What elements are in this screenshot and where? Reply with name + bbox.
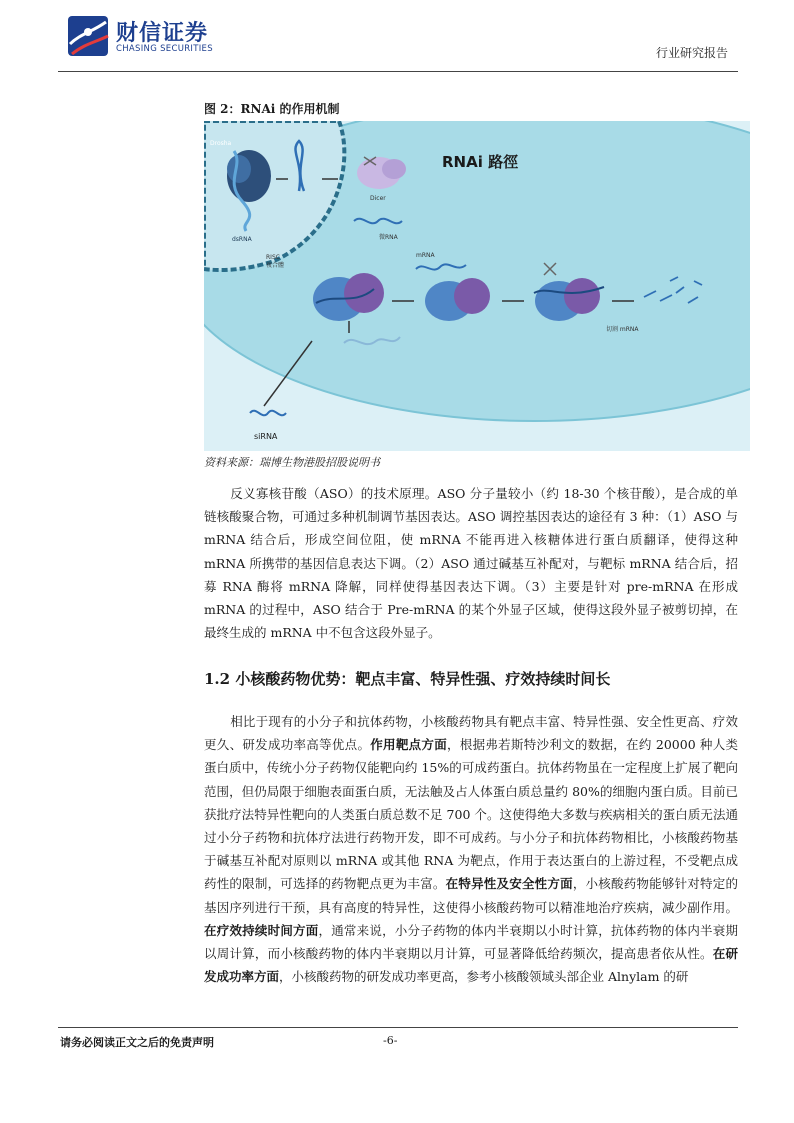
- footer-disclaimer: 请务必阅读正文之后的免责声明: [60, 1036, 214, 1049]
- header-divider: [58, 71, 738, 72]
- logo-chinese-name: 财信证券: [116, 21, 209, 46]
- label-drosha: Drosha: [210, 140, 232, 147]
- company-logo-icon: [66, 14, 110, 58]
- text-segment: 反义寡核苷酸（ASO）的技术原理。ASO 分子量较小（约 18-30 个核苷酸），是合成的单链核酸聚合物，可通过多种机制调节基因表达。ASO 调控基因表达的途径有 3 种：（1）ASO 与 mRNA 结合后，形成空间位阻，使 mRNA 不能再进入核糖体进行蛋白质翻译，使得这种 mRNA 所携带的基因信息表达下调。（2）ASO 通过碱基互补配对，与靶标 mRNA 结合后，招募 RNA 酶将 mRNA 降解，同样使得基因表达下调。（3）主要是针对 pre-mRNA 在形成 mRNA 的过程中，ASO 结合于 Pre-mRNA 的某个外显子区域，使得这段外显子被剪切掉，在最终生成的 mRNA 中不包含这段外显子。: [204, 486, 738, 641]
- label-risc-line1: RISC: [266, 254, 280, 261]
- label-risc-line2: 複合體: [266, 262, 285, 269]
- bold-phrase: 作用靶点方面: [370, 737, 447, 753]
- diagram-title: RNAi 路徑: [442, 153, 519, 171]
- text-segment: ，小核酸药物的研发成功率更高，参考小核酸领域头部企业 Alnylam 的研: [279, 969, 689, 985]
- bold-phrase: 在特异性及安全性方面: [445, 876, 573, 892]
- bold-phrase: 在研发成功率方面: [204, 946, 738, 985]
- label-dsrna: dsRNA: [232, 236, 252, 243]
- report-type-label: 行业研究报告: [655, 46, 728, 60]
- figure-source: 资料来源：瑞博生物港股招股说明书: [204, 456, 380, 469]
- text-segment: ，通常来说，小分子药物的体内半衰期以小时计算，抗体药物的体内半衰期以周计算，而小核酸药物的体内半衰期以月计算，可显著降低给药频次，提高患者依从性。: [204, 922, 738, 962]
- label-cut-mrna: 切割 mRNA: [606, 326, 639, 333]
- paragraph-aso-principle: [204, 482, 738, 644]
- page-number: -6-: [383, 1034, 398, 1047]
- logo-english-name: CHASING SECURITIES: [116, 44, 213, 54]
- text-segment: 相比于现有的小分子和抗体药物，小核酸药物具有靶点丰富、特异性强、安全性更高、疗效更久、研发成功率高等优点。: [204, 714, 738, 753]
- bold-phrase: 在疗效持续时间方面: [204, 922, 319, 938]
- footer-divider: [58, 1027, 738, 1028]
- text-segment: ，小核酸药物能够针对特定的基因序列进行干预，具有高度的特异性，这使得小核酸药物可以精准地治疗疾病，减少副作用。: [204, 876, 738, 915]
- label-dicer: Dicer: [370, 195, 386, 202]
- page-header: [0, 0, 794, 72]
- label-sirna: siRNA: [254, 432, 278, 441]
- section-title: 1.2 小核酸药物优势：靶点丰富、特异性强、疗效持续时间长: [204, 670, 611, 688]
- label-mirna: 微RNA: [379, 234, 398, 241]
- label-mrna: mRNA: [416, 252, 435, 259]
- rnai-mechanism-diagram: [204, 121, 750, 451]
- figure-title: 图 2：RNAi 的作用机制: [204, 102, 340, 116]
- paragraph-advantages: [204, 710, 738, 988]
- text-segment: ，根据弗若斯特沙利文的数据，在约 20000 种人类蛋白质中，传统小分子药物仅能靶向约 15%的可成药蛋白。抗体药物虽在一定程度上扩展了靶向范围，但仍局限于细胞表面蛋白质，无法触及占人体蛋白质总量约 80%的细胞内蛋白质。目前已获批疗法特异性靶向的人类蛋白质总数不足 700 个。这使得绝大多数与疾病相关的蛋白质无法通过小分子药物和抗体疗法进行药物开发，即不可成药。与小分子和抗体药物相比，小核酸药物基于碱基互补配对原则以 mRNA 或其他 RNA 为靶点，作用于表达蛋白的上游过程，不受靶点成药性的限制，可选择的药物靶点更为丰富。: [204, 737, 738, 892]
